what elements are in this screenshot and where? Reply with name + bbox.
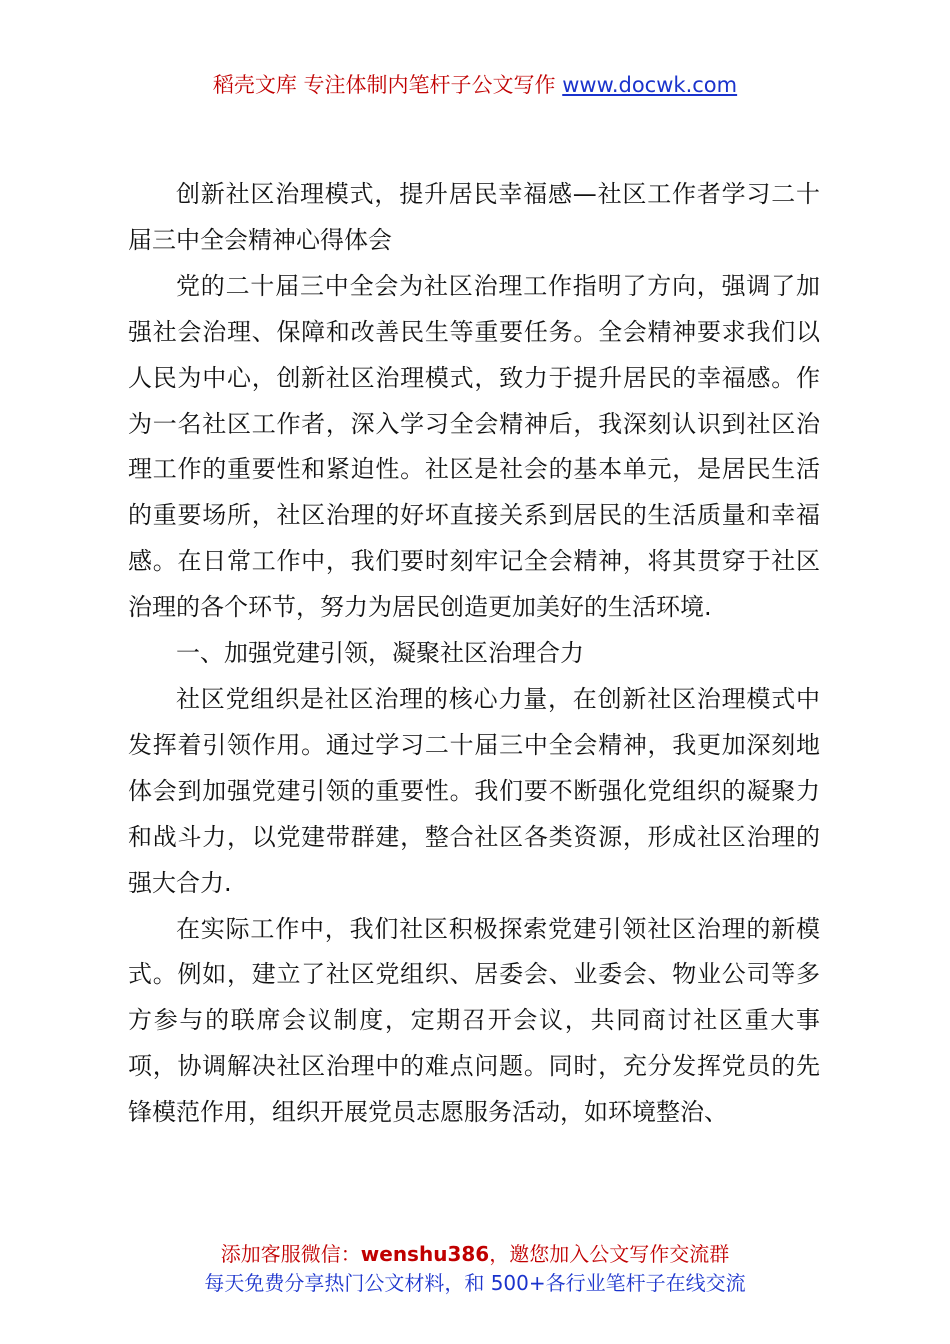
- header-title: 稻壳文库 专注体制内笔杆子公文写作: [212, 73, 563, 97]
- document-title: 创新社区治理模式，提升居民幸福感—社区工作者学习二十届三中全会精神心得体会: [128, 180, 820, 254]
- section-heading-1: 一、加强党建引领，凝聚社区治理合力: [176, 639, 584, 668]
- footer-prefix: 添加客服微信：: [220, 1242, 361, 1266]
- page-footer: [0, 1240, 950, 1298]
- page-header: [0, 70, 950, 100]
- footer-suffix: ，邀您加入公文写作交流群: [489, 1242, 730, 1266]
- paragraph-intro: 党的二十届三中全会为社区治理工作指明了方向，强调了加强社会治理、保障和改善民生等重要任务。全会精神要求我们以人民为中心，创新社区治理模式，致力于提升居民的幸福感。作为一名社区工作者，深入学习全会精神后，我深刻认识到社区治理工作的重要性和紧迫性。社区是社会的基本单元，是居民生活的重要场所，社区治理的好坏直接关系到居民的生活质量和幸福感。在日常工作中，我们要时刻牢记全会精神，将其贯穿于社区治理的各个环节，努力为居民创造更加美好的生活环境.: [128, 271, 820, 622]
- header-website-link[interactable]: www.docwk.com: [562, 73, 738, 97]
- footer-contact-line: [0, 1240, 950, 1269]
- paragraph-practice: 在实际工作中，我们社区积极探索党建引领社区治理的新模式。例如，建立了社区党组织、居委会、业委会、物业公司等多方参与的联席会议制度，定期召开会议，共同商讨社区重大事项，协调解决社区治理中的难点问题。同时，充分发挥党员的先锋模范作用，组织开展党员志愿服务活动，如环境整治、: [128, 914, 820, 1127]
- footer-promo-line: 每天免费分享热门公文材料，和 500+各行业笔杆子在线交流: [204, 1271, 746, 1295]
- paragraph-section-1: 社区党组织是社区治理的核心力量，在创新社区治理模式中发挥着引领作用。通过学习二十届三中全会精神，我更加深刻地体会到加强党建引领的重要性。我们要不断强化党组织的凝聚力和战斗力，以党建带群建，整合社区各类资源，形成社区治理的强大合力.: [128, 684, 820, 897]
- footer-wechat-id: wenshu386: [360, 1242, 490, 1266]
- document-body: [128, 172, 820, 1136]
